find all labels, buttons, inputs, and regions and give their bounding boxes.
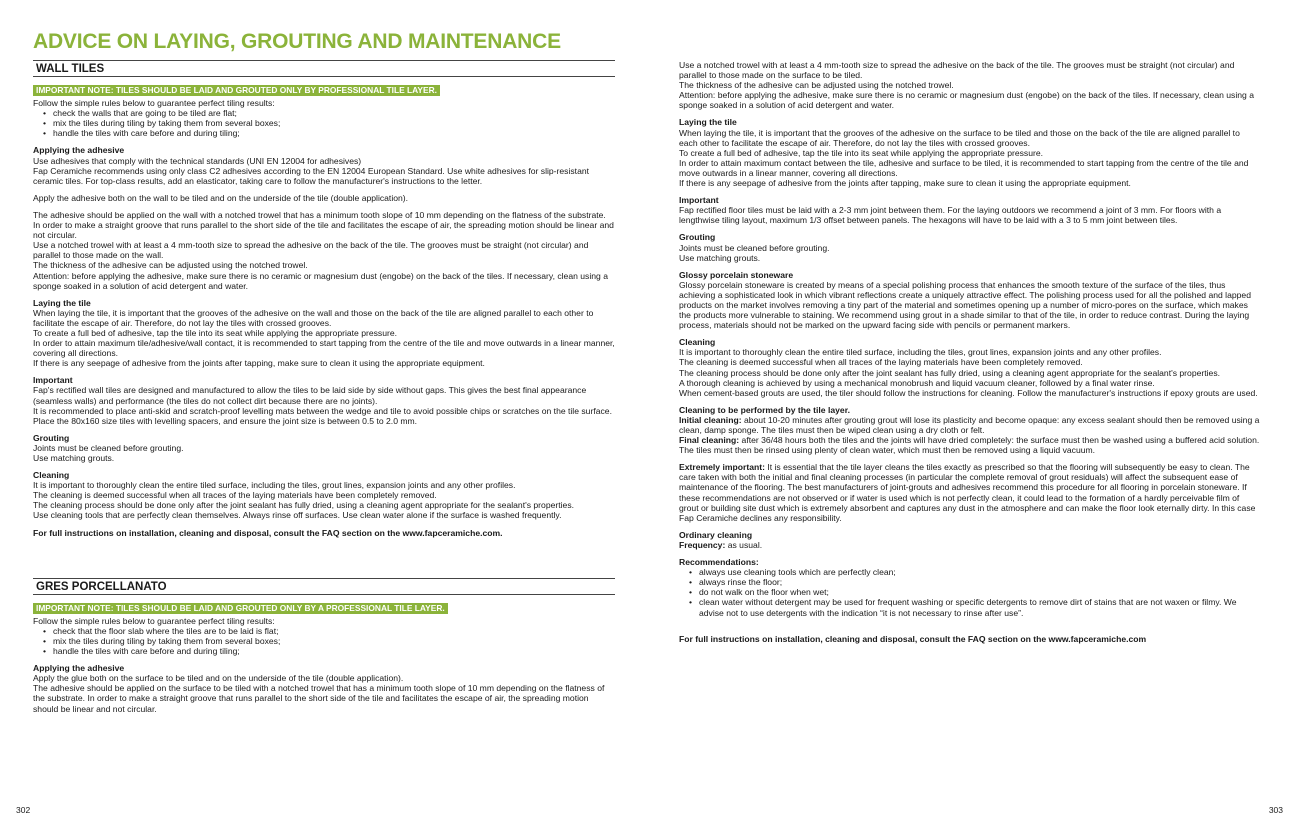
list-item: • check that the floor slab where the tiles are to be laid is flat; xyxy=(53,626,615,636)
wall-grouting-heading: Grouting xyxy=(33,432,70,443)
paragraph: Attention: before applying the adhesive, make sure there is no ceramic or magnesium dust (engobe) on the back of the tiles. If necessary, clean using a sponge soaked in a solution of acid detergent and water. xyxy=(679,90,1254,111)
paragraph: The cleaning process should be done only after the joint sealant has fully dried, using a cleaning agent appropriate for the sealant's properties. xyxy=(679,367,1221,378)
final-cleaning-paragraph xyxy=(679,435,1260,455)
wall-intro: Follow the simple rules below to guarantee perfect tiling results: xyxy=(33,98,275,109)
wall-laying-heading: Laying the tile xyxy=(33,297,91,308)
paragraph: To create a full bed of adhesive, tap the tile into its seat while applying the appropriate pressure. xyxy=(679,147,1044,158)
paragraph: The thickness of the adhesive can be adjusted using the notched trowel. xyxy=(33,260,308,271)
paragraph: When laying the tile, it is important that the grooves of the adhesive on the surface to be tiled and those on the back of the tile are aligned parallel to each other to facilitate the escape of air. Therefore, do not lay the tiles with crossed grooves. xyxy=(679,127,1240,148)
paragraph: Attention: before applying the adhesive, make sure there is no ceramic or magnesium dust (engobe) on the back of the tiles. If necessary, clean using a sponge soaked in a solution of acid detergent and water. xyxy=(33,270,608,291)
paragraph: Fap Ceramiche recommends using only class C2 adhesives according to the EN 12004 European Standard. Use white adhesives for slip-resistant ceramic tiles. For top-class results, add an elasticator, taking care to follow the manufacturer's instructions to the letter. xyxy=(33,165,590,186)
recommendations-heading: Recommendations: xyxy=(679,557,759,568)
list-item: • always use cleaning tools which are perfectly clean; xyxy=(699,567,1260,577)
gres-adhesive-heading: Applying the adhesive xyxy=(33,663,125,674)
list-item: • always rinse the floor; xyxy=(699,577,1260,587)
paragraph: It is recommended to place anti-skid and scratch-proof levelling mats between the wedge and tile to avoid possible chips or scratches on the tile surface. xyxy=(33,405,612,416)
paragraph: Apply the adhesive both on the wall to be tiled and on the underside of the tile (double application). xyxy=(33,192,409,203)
page-title: ADVICE ON LAYING, GROUTING AND MAINTENANCE xyxy=(33,30,561,53)
recommendations-list xyxy=(679,567,1260,617)
paragraph: When laying the tile, it is important that the grooves of the adhesive on the wall and those on the back of the tile are aligned parallel to each other to facilitate the escape of air. Therefore, do not lay the tiles with crossed grooves. xyxy=(33,307,594,328)
paragraph: The thickness of the adhesive can be adjusted using the notched trowel. xyxy=(679,80,954,91)
paragraph: Fap rectified floor tiles must be laid with a 2-3 mm joint between them. For the laying outdoors we recommend a joint of 3 mm. For floors with a lengthwise tiling layout, maximum 1/3 offset between panels. The hexagons will have to be laid with a 3 to 5 mm joint between tiles. xyxy=(679,205,1222,226)
paragraph: When cement-based grouts are used, the tiler should follow the instructions for cleaning. Follow the manufacturer's instructions if epoxy grouts are used. xyxy=(679,387,1258,398)
paragraph: Fap's rectified wall tiles are designed and manufactured to allow the tiles to be laid side by side without gaps. This gives the best final appearance (seamless walls) and performance (the tiles do not collect dirt because there are no joints). xyxy=(33,385,587,406)
page-number-right: 303 xyxy=(1268,805,1283,815)
left-page xyxy=(33,30,615,714)
paragraph: In order to attain maximum contact between the tile, adhesive and surface to be tiled, it is recommended to start tapping from the centre of the tile and move outwards in a linear manner, covering all directions. xyxy=(679,157,1249,178)
section-spacer xyxy=(33,538,615,578)
initial-cleaning-label: Initial cleaning: xyxy=(679,414,742,425)
grouting-heading: Grouting xyxy=(679,232,716,243)
paragraph: Glossy porcelain stoneware is created by means of a special polishing process that enhances the smooth texture of the surface of the tiles, thus achieving a sophisticated look in which vibrant reflections create a uniquely attractive effect. The polishing process used for all the polished and lapped products on the market involves removing a tiny part of the material and sometimes opening up a number of micro-pores on the surface, which makes the products more vulnerable to staining. We recommend using grout in a shade similar to that of the tile, in order to reduce contrast. During the laying process, materials should not be marked on the upward facing side with pencils or permanent markers. xyxy=(679,279,1251,331)
list-item: • handle the tiles with care before and during tiling; xyxy=(53,128,615,138)
paragraph: Apply the glue both on the surface to be tiled and on the underside of the tile (double application). xyxy=(33,673,404,684)
wall-important-heading: Important xyxy=(33,375,73,386)
frequency-text: as usual. xyxy=(725,539,763,550)
paragraph: Use matching grouts. xyxy=(33,453,115,463)
extremely-important-text: It is essential that the tile layer cleans the tiles exactly as prescribed so that the flooring will subsequently be easy to clean. The care taken with both the initial and final cleaning processes (in particular the complete removal of grout residuals) will affect the subsequent ease of maintenance of the flooring. The best manufacturers of joint-grouts and adhesives recommend this procedure for all flooring in porcelain stoneware. If these recommendations are not observed or if water is used which is not perfectly clean, it could lead to the formation of a hardly perceivable film of grout or building site dust which is extremely absorbent and captures any dust in the atmosphere and can make the floor look eternally dirty. In this case Fap Ceramiche declines any responsibility. xyxy=(679,462,1256,523)
tile-layer-cleaning-heading: Cleaning to be performed by the tile layer. xyxy=(679,404,850,415)
paragraph: To create a full bed of adhesive, tap the tile into its seat while applying the appropriate pressure. xyxy=(33,327,398,338)
wall-rules-list xyxy=(33,108,615,138)
paragraph: Joints must be cleaned before grouting. xyxy=(33,442,184,453)
paragraph: It is important to thoroughly clean the entire tiled surface, including the tiles, grout lines, expansion joints and any other profiles. xyxy=(679,347,1162,358)
paragraph: If there is any seepage of adhesive from the joints after tapping, make sure to clean it using the appropriate equipment. xyxy=(33,358,485,369)
initial-cleaning-text: about 10-20 minutes after grouting grout will lose its plasticity and become opaque: any excess sealant should then be removed using a clean, damp sponge. The tiles must then be wiped clean using a dry cloth or felt. xyxy=(679,414,1260,435)
cleaning-heading: Cleaning xyxy=(679,337,716,348)
gres-important-note: IMPORTANT NOTE: TILES SHOULD BE LAID AND GROUTED ONLY BY A PROFESSIONAL TILE LAYER. xyxy=(33,603,448,614)
important-heading: Important xyxy=(679,195,719,206)
list-item: • mix the tiles during tiling by taking them from several boxes; xyxy=(53,636,615,646)
gres-rules-list xyxy=(33,626,615,656)
paragraph: The cleaning is deemed successful when all traces of the laying materials have been completely removed. xyxy=(33,490,437,501)
wall-important-note: IMPORTANT NOTE: TILES SHOULD BE LAID AND GROUTED ONLY BY PROFESSIONAL TILE LAYER. xyxy=(33,85,440,96)
ordinary-cleaning-heading: Ordinary cleaning xyxy=(679,529,753,540)
paragraph: Use cleaning tools that are perfectly clean themselves. Always rinse off surfaces. Use clean water alone if the surface is washed frequently. xyxy=(33,510,562,521)
glossy-heading: Glossy porcelain stoneware xyxy=(679,269,794,280)
initial-cleaning-paragraph xyxy=(679,415,1260,435)
paragraph: In order to attain maximum tile/adhesive/wall contact, it is recommended to start tapping from the centre of the tile and move outwards in a linear manner, covering all directions. xyxy=(33,338,615,359)
paragraph: The cleaning is deemed successful when all traces of the laying materials have been completely removed. xyxy=(679,357,1083,368)
right-page xyxy=(679,60,1260,644)
wall-faq-note: For full instructions on installation, cleaning and disposal, consult the FAQ section on the www.fapceramiche.com. xyxy=(33,527,503,538)
laying-heading: Laying the tile xyxy=(679,117,737,128)
list-item: • clean water without detergent may be used for frequent washing or specific detergents to remove dirt of stains that are not waxen or filmy. We advise not to use detergents with the indication “it is not necessary to rinse after use”. xyxy=(699,597,1260,617)
final-cleaning-text: after 36/48 hours both the tiles and the joints will have dried completely: the surface must then be washed using a buffered acid solution. The tiles must then be rinsed using plenty of clean water, which must then be removed using a liquid vacuum. xyxy=(679,435,1260,456)
list-item: • do not walk on the floor when wet; xyxy=(699,587,1260,597)
final-cleaning-label: Final cleaning: xyxy=(679,435,740,446)
paragraph: Joints must be cleaned before grouting. xyxy=(679,242,830,253)
wall-cleaning-heading: Cleaning xyxy=(33,470,70,481)
paragraph: The adhesive should be applied on the wall with a notched trowel that has a minimum tooth slope of 10 mm depending on the flatness of the substrate. In order to make a straight groove that runs parallel to the short side of the tile and facilitates the escape of air, the spreading motion should be linear and not circular. xyxy=(33,209,614,241)
paragraph: It is important to thoroughly clean the entire tiled surface, including the tiles, grout lines, expansion joints and any other profiles. xyxy=(33,480,516,491)
faq-note: For full instructions on installation, cleaning and disposal, consult the FAQ section on the www.fapceramiche.com xyxy=(679,633,1147,644)
list-item: • handle the tiles with care before and during tiling; xyxy=(53,646,615,656)
wall-adhesive-heading: Applying the adhesive xyxy=(33,145,125,156)
paragraph: Use adhesives that comply with the technical standards (UNI EN 12004 for adhesives) xyxy=(33,155,362,166)
gres-heading: GRES PORCELLANATO xyxy=(33,578,615,595)
extremely-important-label: Extremely important: xyxy=(679,462,765,473)
page-number-left: 302 xyxy=(16,805,31,815)
paragraph: Use a notched trowel with at least a 4 mm-tooth size to spread the adhesive on the back of the tile. The grooves must be straight (not circular) and parallel to those made on the surface to be tiled. xyxy=(679,60,1235,81)
wall-tiles-heading: WALL TILES xyxy=(33,60,615,77)
gres-intro: Follow the simple rules below to guarantee perfect tiling results: xyxy=(33,615,275,626)
paragraph: If there is any seepage of adhesive from the joints after tapping, make sure to clean it using the appropriate equipment. xyxy=(679,178,1131,189)
frequency-label: Frequency: xyxy=(679,539,726,550)
paragraph: The cleaning process should be done only after the joint sealant has fully dried, using a cleaning agent appropriate for the sealant's properties. xyxy=(33,500,575,511)
paragraph: Use a notched trowel with at least a 4 mm-tooth size to spread the adhesive on the back of the tile. The grooves must be straight (not circular) and parallel to those made on the wall. xyxy=(33,240,589,261)
paragraph: The adhesive should be applied on the surface to be tiled with a notched trowel that has a minimum tooth slope of 10 mm depending on the flatness of the substrate. In order to make a straight groove that runs parallel to the short side of the tile and facilitates the escape of air, the spreading motion should be linear and not circular. xyxy=(33,683,605,714)
list-item: • mix the tiles during tiling by taking them from several boxes; xyxy=(53,118,615,128)
frequency-paragraph xyxy=(679,540,1260,550)
paragraph: A thorough cleaning is achieved by using a mechanical monobrush and liquid vacuum cleaner, followed by a final water rinse. xyxy=(679,377,1155,388)
paragraph: Place the 80x160 size tiles with levelling spacers, and ensure the joint size is between 0.5 to 2.0 mm. xyxy=(33,415,418,426)
extremely-important-paragraph xyxy=(679,462,1260,523)
list-item: • check the walls that are going to be tiled are flat; xyxy=(53,108,615,118)
paragraph: Use matching grouts. xyxy=(679,252,761,263)
